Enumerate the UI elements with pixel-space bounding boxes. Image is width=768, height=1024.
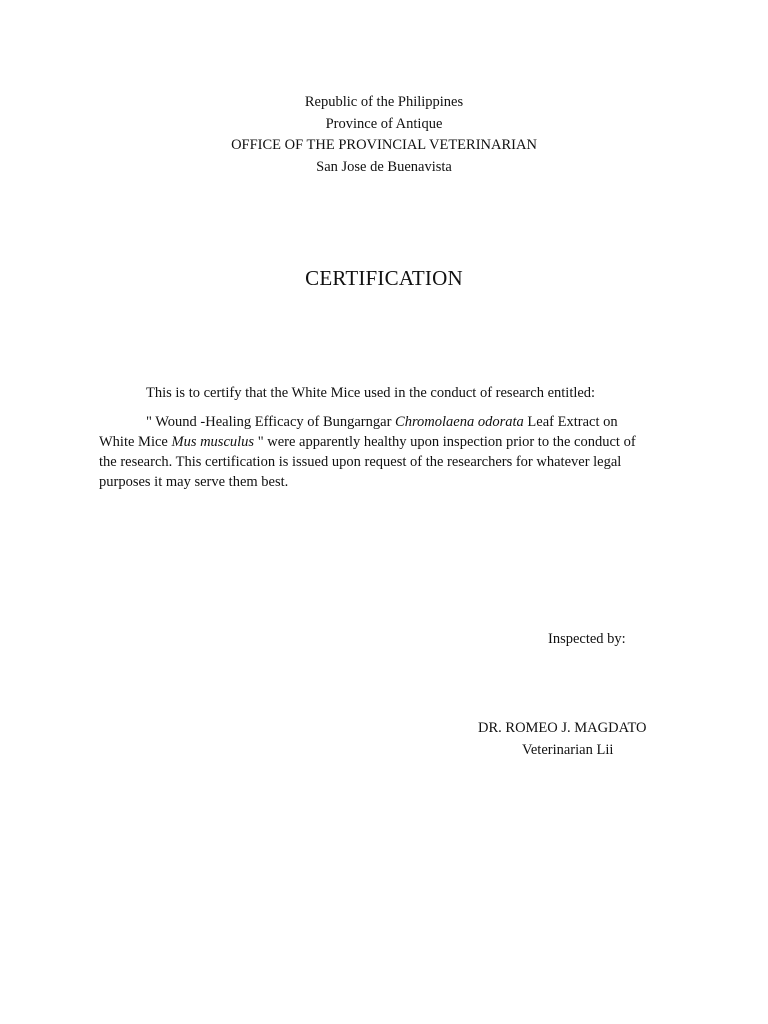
body-text-segment: White Mice: [99, 434, 172, 450]
certification-intro: This is to certify that the White Mice used in the conduct of research entitled:: [146, 385, 596, 401]
body-text-segment: " Wound -Healing Efficacy of Bungarngar: [146, 414, 396, 430]
body-line-3: the research. This certification is issued upon request of the researchers for whatever legal: [99, 454, 622, 470]
letterhead-country: Republic of the Philippines: [304, 94, 464, 110]
body-line-2: [99, 432, 671, 452]
letterhead: [0, 92, 768, 178]
body-text-segment: Leaf Extract on: [523, 414, 618, 430]
document-title: CERTIFICATION: [305, 266, 463, 290]
body-line-1: [99, 412, 671, 432]
scientific-name-mice: Mus musculus: [171, 434, 255, 450]
signatory-name: DR. ROMEO J. MAGDATO: [478, 720, 647, 736]
inspected-by-label: Inspected by:: [548, 631, 626, 647]
letterhead-office: OFFICE OF THE PROVINCIAL VETERINARIAN: [231, 137, 537, 153]
body-line-4: purposes it may serve them best.: [99, 474, 289, 490]
signatory-position: Veterinarian Lii: [522, 742, 614, 758]
certification-body: [99, 412, 671, 492]
signatory-block: [478, 717, 647, 761]
letterhead-province: Province of Antique: [325, 115, 443, 132]
scientific-name-plant: Chromolaena odorata: [395, 414, 524, 430]
letterhead-city: San Jose de Buenavista: [316, 158, 452, 175]
body-text-segment: " were apparently healthy upon inspection prior to the conduct of: [254, 434, 636, 450]
